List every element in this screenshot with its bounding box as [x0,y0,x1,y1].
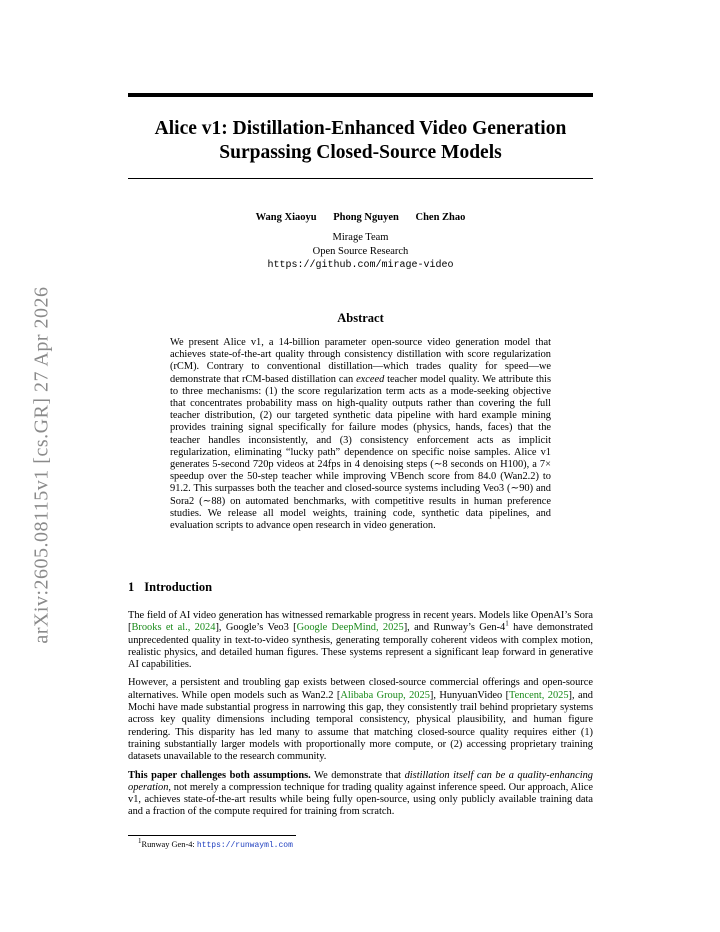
author-name: Phong Nguyen [333,212,399,223]
paper-title [128,117,593,165]
bold-lead: This paper challenges both assumptions. [128,769,311,781]
footnote-text: Runway Gen-4: [141,840,197,849]
paragraph-text: , not merely a compression technique for trading quality against inference speed. Our approach, Alice v1, achieves state-of-the-art results while being fully open-source, using only publicly available training data and a fraction of the compute required for training from scratch. [128,781,593,818]
affiliation-org: Open Source Research [312,246,409,257]
section-number: 1 [128,580,135,594]
paragraph-text: ], HunyuanVideo [ [429,689,510,701]
footnote-marker[interactable]: 1 [505,619,509,628]
title-line-2: Surpassing Closed-Source Models [219,142,502,163]
arxiv-identifier: arXiv:2605.08115v1 [cs.GR] 27 Apr 2026 [30,286,53,644]
footnote-link[interactable]: https://runwayml.com [196,841,293,850]
abstract-text: We present Alice v1, a 14-billion parameter open-source video generation model that achieves state-of-the-art quality through consistency distillation with score regularization (rCM). Contrary to conventional distillation—which trades quality for speed—we demonstrate that rCM-based distillation can [170,337,551,385]
citation-link[interactable]: Google DeepMind, 2025 [296,622,404,634]
abstract-heading: Abstract [337,311,384,325]
emphasis: distillation itself can be a quality-enhancing operation [128,769,594,793]
title-bottom-rule [128,178,593,179]
paragraph-text: have demonstrated unprecedented quality in text-to-video synthesis, generating temporally coherent videos with complex motion, realistic physics, and detailed human figures. These systems represent a significant leap forward in generative AI capabilities. [128,622,593,671]
paragraph-text: ], Google’s Veo3 [ [215,622,297,634]
paragraph-text: However, a persistent and troubling gap exists between closed-source commercial offerings and open-source alternatives. While open models such as Wan2.2 [ [128,677,593,701]
section-title: Introduction [144,580,213,594]
citation-link[interactable]: Alibaba Group, 2025 [340,689,430,701]
footnote-rule [128,835,296,836]
paragraph-text: ], and Runway’s Gen-4 [403,622,506,634]
paragraph [128,677,593,763]
abstract-body [170,337,551,532]
title-line-1: Alice v1: Distillation-Enhanced Video Generation [154,118,567,139]
citation-link[interactable]: Brooks et al., 2024 [131,622,216,634]
author-list [128,211,593,225]
paragraph [128,770,593,819]
citation-link[interactable]: Tencent, 2025 [509,689,569,701]
introduction-body [128,610,593,825]
author-name: Chen Zhao [415,212,466,223]
footnote [138,839,593,851]
paragraph-text: The field of AI video generation has witnessed remarkable progress in recent years. Models like OpenAI’s Sora [ [128,610,593,634]
author-name: Wang Xiaoyu [255,212,317,223]
paragraph [128,610,593,671]
affiliation [128,231,593,273]
section-heading-introduction [128,580,593,595]
abstract-text: teacher model quality. We attribute this to three mechanisms: (1) the score regularization term acts as a mode-seeking objective that concentrates probability mass on high-quality outputs rather than covering the full teacher distribution, (2) our targeted synthetic data pipeline with hard example mining provides training signal specifically for failure modes (physics, hands, faces) that the teacher handles inconsistently, and (3) consistency enforcement acts as implicit regularization, eliminating “lucky path” dependence on specific noise samples. Alice v1 generates 5-second 720p videos at 24fps in 4 denoising steps (∼8 seconds on H100), a 7× speedup over the 50-step teacher while improving VBench score from 84.0 (Wan2.2) to 91.2. This surpasses both the teacher and closed-source systems including Veo3 (∼90) and Sora2 (∼88) on automated benchmarks, with competitive results in human preference studies. We release all model weights, training code, synthetic data pipelines, and evaluation scripts to advance open research in video generation. [170,373,551,532]
footnote-mark: 1 [138,837,142,846]
paragraph-text: We demonstrate that [310,769,405,781]
abstract-emphasis: exceed [356,373,385,385]
project-url[interactable]: https://github.com/mirage-video [267,260,454,271]
affiliation-team: Mirage Team [332,232,389,243]
paragraph-text: ], and Mochi have made substantial progress in narrowing this gap, they consistently trail behind proprietary systems across key quality dimensions including temporal consistency, physical plausibility, and human figure rendering. This disparity has led many to assume that matching closed-source quality requires either (1) training substantially larger models with proportionally more compute, or (2) accessing proprietary training datasets unavailable to the research community. [128,689,593,763]
title-top-rule [128,93,593,97]
